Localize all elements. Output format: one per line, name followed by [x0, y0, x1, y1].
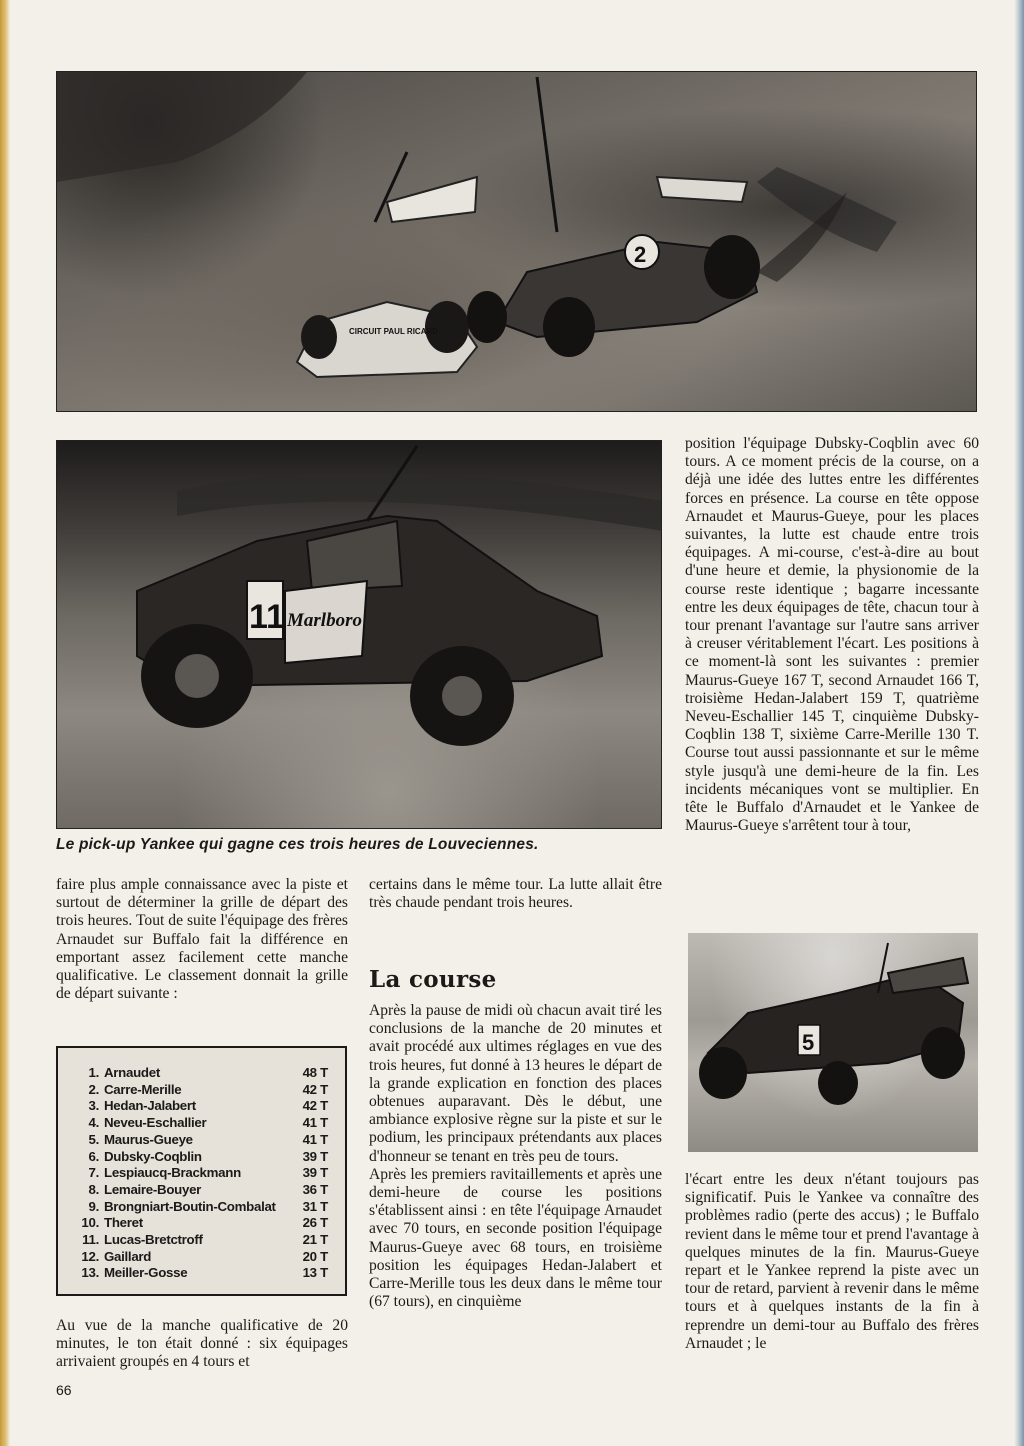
white-buggy-photo: [297, 152, 477, 377]
paragraph: certains dans le même tour. La lutte allait être très chaude pendant trois heures.: [369, 876, 662, 912]
paragraph: Au vue de la manche qualificative de 20 minutes, le ton était donné : six équipages arrivaient groupés en 4 tours et: [56, 1317, 348, 1371]
grid-row: 11. Lucas-Bretctroff 21 T: [82, 1232, 328, 1248]
grid-row: 5. Maurus-Gueye 41 T: [88, 1131, 328, 1147]
mid-car-sponsor: Marlboro: [287, 610, 362, 631]
paragraph: Après la pause de midi où chacun avait tiré les conclusions de la manche de 20 minutes et avait procédé aux ultimes réglages en vue des trois heures, fut donné à 13 heures le départ de la grande explication en fonction des places obtenues auparavant. Dès le début, une ambiance explosive règne sur la piste et sur le podium, les principaux prétendants aux places d'honneur se tenant en très peu de tours.: [369, 1002, 662, 1165]
grid-row: 3. Hedan-Jalabert 42 T: [88, 1098, 328, 1114]
paragraph: position l'équipage Dubsky-Coqblin avec 60 tours. A ce moment précis de la course, on a déjà une idée des luttes entre les différentes forces en présence. La course en tête oppose Arnaudet et Maurus-Gueye, pour les places suivantes, la lutte est chaude entre trois équipages. A mi-course, c'est-à-dire au bout d'une heure et demie, la physionomie de la course reste identique ; bagarre incessante entre les deux équipages de tête, chacun tour à tour prenant l'avantage sur l'autre sans arriver à creuser véritablement l'écart. Les positions à ce moment-là sont les suivantes : premier Maurus-Gueye 167 T, second Arnaudet 166 T, troisième Hedan-Jalabert 159 T, quatrième Neveu-Eschallier 145 T, cinquième Dubsky-Coqblin 138 T, sixième Carre-Merille 130 T. Course tout aussi passionnante et sur le même style jusqu'à une demi-heure de la fin. Les incidents mécaniques vont se multiplier. En tête le Buffalo d'Arnaudet et le Yankee de Maurus-Gueye s'arrêtent tour à tour,: [685, 435, 979, 835]
column-3-text-bottom: [685, 1171, 979, 1353]
top-car-number: 2: [634, 242, 647, 267]
grid-row: 2. Carre-Merille 42 T: [88, 1081, 328, 1097]
page-edge-left: [0, 0, 10, 1446]
grid-row: 1. Arnaudet 48 T: [88, 1065, 328, 1080]
grid-row: 4. Neveu-Eschallier 41 T: [88, 1115, 328, 1131]
starting-grid-list: [58, 1048, 345, 1282]
grid-row: 8. Lemaire-Bouyer 36 T: [88, 1181, 328, 1197]
mid-car-number: 11: [249, 598, 285, 636]
photo-caption: Le pick-up Yankee qui gagne ces trois heures de Louveciennes.: [56, 836, 539, 853]
grid-row: 12. Gaillard 20 T: [81, 1248, 328, 1264]
buggy-5-photo: [699, 943, 968, 1105]
small-car-number: 5: [802, 1030, 815, 1055]
paragraph: l'écart entre les deux n'étant toujours pas significatif. Puis le Yankee va connaître des problèmes radio (perte des accus) ; le Buffalo revient dans le même tour et prend l'avantage à quelques minutes de la fin. Maurus-Gueye repart et le Yankee reprend la piste avec un tour de retard, parvient à revenir dans le même tours et à quelques instants de la fin à reprendre un demi-tour au Buffalo des frères Arnaudet ; le: [685, 1171, 979, 1352]
grid-row: 10. Theret 26 T: [81, 1215, 328, 1231]
page-number: 66: [56, 1382, 72, 1398]
column-2-text-top: [369, 876, 662, 912]
grid-row: 9. Brongniart-Boutin-Combalat 31 T: [88, 1198, 328, 1214]
column-1-text-top: [56, 876, 348, 1003]
column-3-text-top: [685, 435, 979, 835]
dark-buggy-photo: [467, 77, 760, 357]
page-edge-right: [1014, 0, 1024, 1446]
photo-buggies-dirt-track: [56, 71, 977, 412]
grid-row: 13. Meiller-Gosse 13 T: [81, 1265, 328, 1281]
column-1-text-bottom: [56, 1317, 348, 1372]
starting-grid-box: [56, 1046, 347, 1296]
paragraph: Après les premiers ravitaillements et après une demi-heure de course les positions s'établissent ainsi : en tête l'équipage Arnaudet avec 70 tours, en seconde position l'équipage Maurus-Gueye avec 68 tours, en troisième position les équipages Hedan-Jalabert et Carre-Merille tous les deux dans le même tour (67 tours), en cinquième: [369, 1165, 662, 1311]
column-2-text-main: [369, 1002, 662, 1311]
section-heading: La course: [369, 966, 497, 993]
paragraph: faire plus ample connaissance avec la piste et surtout de déterminer la grille de départ des trois heures. Tout de suite l'équipage des frères Arnaudet sur Buffalo fait la différence en emportant assez facilement cette manche qualificative. Le classement donnait la grille de départ suivante :: [56, 876, 348, 1003]
grid-row: 7. Lespiaucq-Brackmann 39 T: [88, 1165, 328, 1181]
photo-pickup-yankee: [56, 440, 662, 829]
photo-buggy-5: [688, 933, 978, 1152]
top-car-sponsor-text: CIRCUIT PAUL RICARD: [349, 327, 439, 336]
grid-row: 6. Dubsky-Coqblin 39 T: [88, 1148, 328, 1164]
